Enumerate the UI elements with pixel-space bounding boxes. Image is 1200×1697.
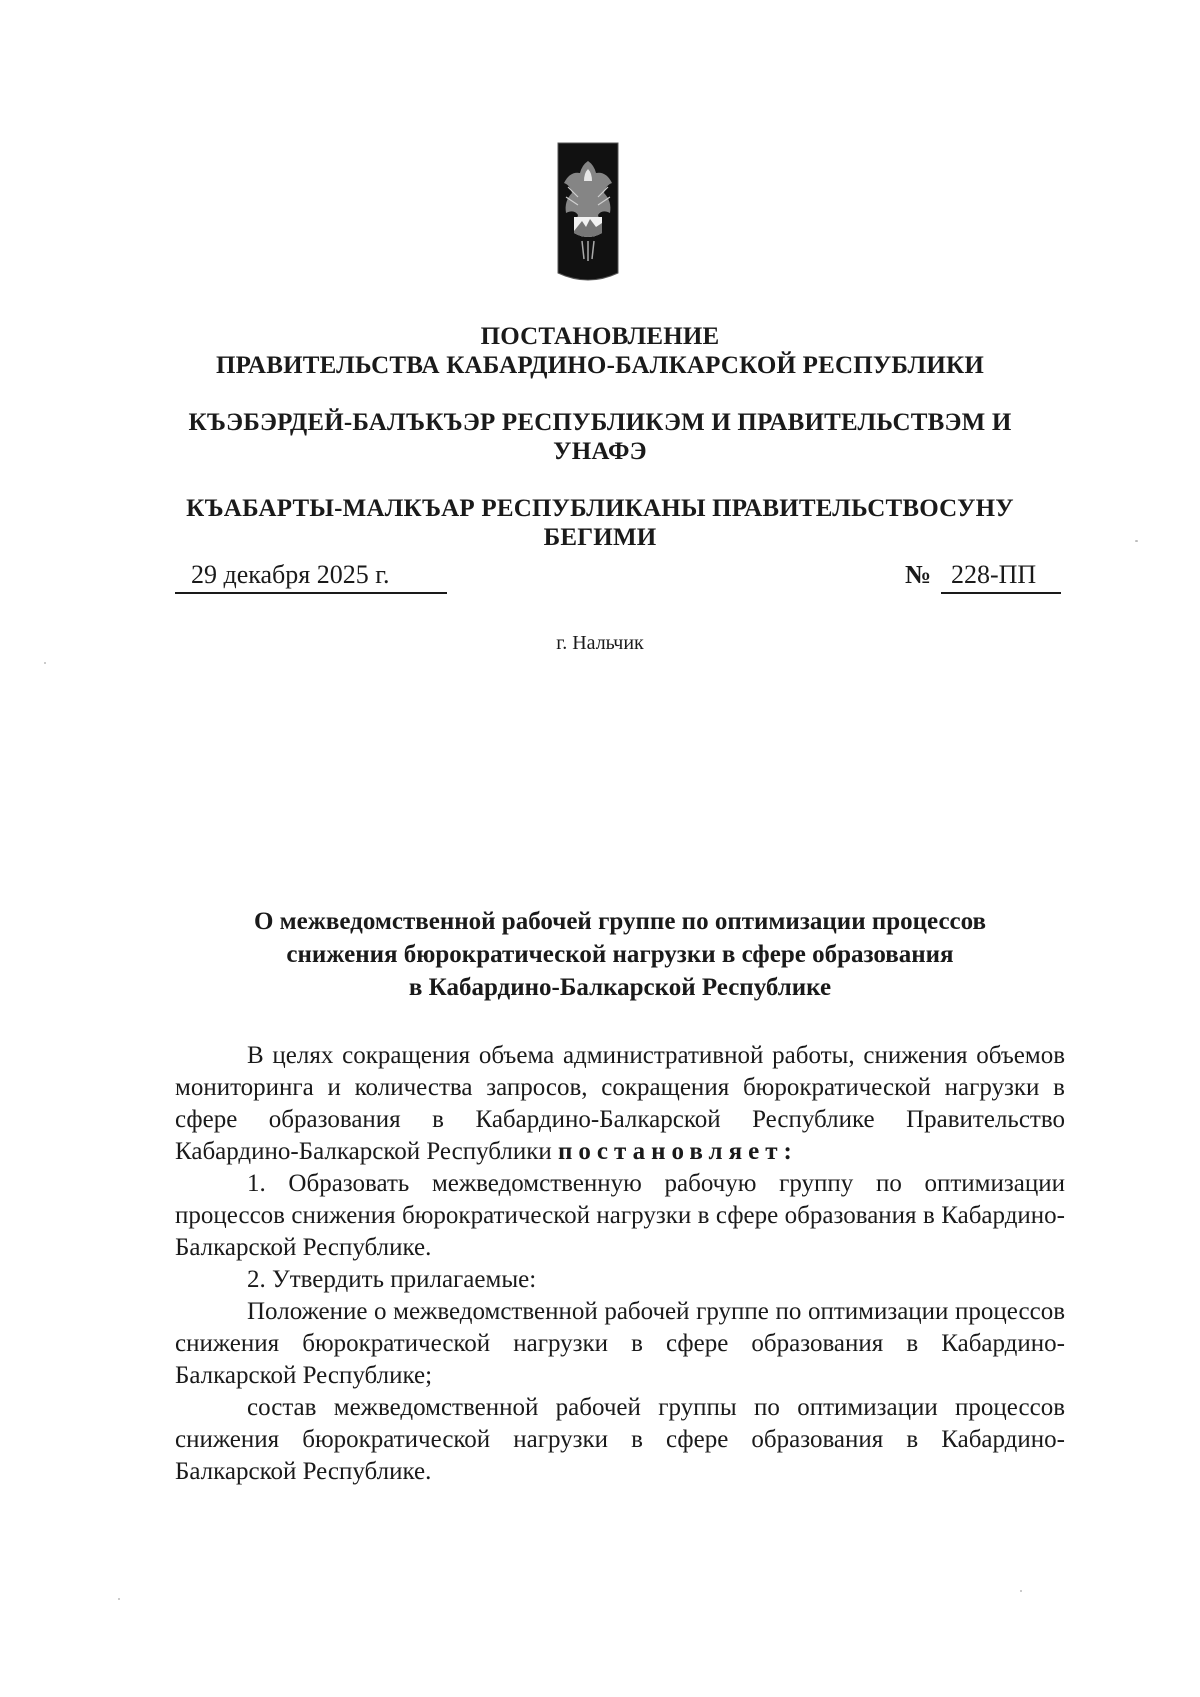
document-number bbox=[905, 560, 1065, 594]
title-line-2: снижения бюрократической нагрузки в сфере образования bbox=[286, 941, 954, 968]
title-line-1: О межведомственной рабочей группе по оптимизации процессов bbox=[253, 908, 987, 935]
decree-word: постановляет: bbox=[558, 1138, 798, 1165]
issuer-kbd-line1: КЪЭБЭРДЕЙ-БАЛЪКЪЭР РЕСПУБЛИКЭМ И ПРАВИТЕЛЬСТВЭМ И bbox=[188, 409, 1012, 436]
document-issuer-header-krc bbox=[160, 494, 1040, 552]
date-number-row bbox=[175, 560, 1065, 596]
item-2: 2. Утвердить прилагаемые: bbox=[247, 1266, 537, 1293]
document-city: г. Нальчик bbox=[556, 632, 644, 654]
document-date: 29 декабря 2025 г. bbox=[175, 560, 447, 594]
coat-of-arms-eagle-icon bbox=[556, 141, 620, 291]
issuer-krc-line2: БЕГИМИ bbox=[543, 524, 657, 551]
number-value: 228-ПП bbox=[941, 560, 1061, 594]
document-body bbox=[175, 1040, 1065, 1488]
scan-speck bbox=[44, 662, 46, 664]
document-issuer-header-kbd bbox=[160, 408, 1040, 466]
item-2a: Положение о межведомственной рабочей группе по оптимизации процессов снижения бюрократической нагрузки в сфере образования в Кабардино-Балкарской Республике; bbox=[175, 1298, 1065, 1389]
issuer-krc-line1: КЪАБАРТЫ-МАЛКЪАР РЕСПУБЛИКАНЫ ПРАВИТЕЛЬСТВОСУНУ bbox=[186, 495, 1014, 522]
issuer-ru: ПРАВИТЕЛЬСТВА КАБАРДИНО-БАЛКАРСКОЙ РЕСПУБЛИКИ bbox=[216, 352, 984, 379]
intro-paragraph bbox=[175, 1040, 1065, 1168]
number-sign: № bbox=[905, 560, 932, 589]
document-issuer-header-ru bbox=[160, 322, 1040, 380]
scan-speck bbox=[1020, 1590, 1022, 1592]
scan-speck bbox=[1135, 540, 1138, 542]
title-line-3: в Кабардино-Балкарской Республике bbox=[408, 974, 832, 1001]
scan-speck bbox=[118, 1598, 120, 1600]
item-2b: состав межведомственной рабочей группы по оптимизации процессов снижения бюрократической нагрузки в сфере образования в Кабардино-Балкарской Республике. bbox=[175, 1394, 1065, 1485]
intro-text: В целях сокращения объема административной работы, снижения объемов мониторинга и количества запросов, сокращения бюрократической нагрузки в сфере образования в Кабардино-Балкарской Республике Правительство Кабардино-Балкарской Республики bbox=[175, 1042, 1065, 1165]
document-type: ПОСТАНОВЛЕНИЕ bbox=[480, 323, 720, 350]
issuer-kbd-line2: УНАФЭ bbox=[553, 438, 647, 465]
item-1: 1. Образовать межведомственную рабочую группу по оптимизации процессов снижения бюрократической нагрузки в сфере образования в Кабардино-Балкарской Республике. bbox=[175, 1170, 1065, 1261]
document-title bbox=[170, 905, 1070, 1004]
